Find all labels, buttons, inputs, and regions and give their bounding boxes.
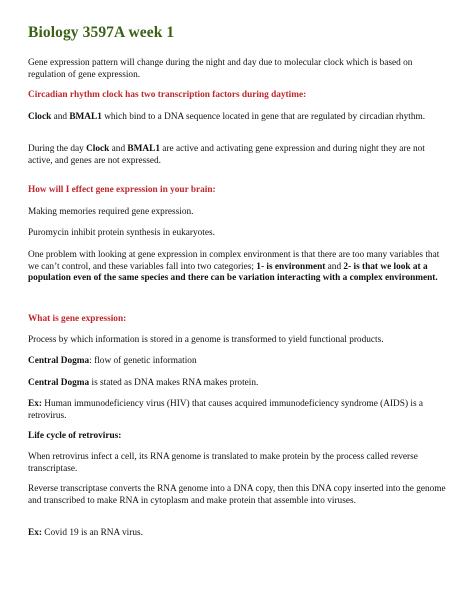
- page-title: Biology 3597A week 1: [28, 24, 175, 41]
- paragraph-covid-example: [28, 528, 450, 540]
- label-ex: Ex:: [28, 528, 42, 538]
- term-clock: Clock: [86, 144, 110, 154]
- heading-brain: How will I effect gene expression in your brain:: [28, 185, 216, 195]
- bold-population: 2- is that we look at a population even of the same species and there can be variation interacting with a complex environment.: [28, 261, 438, 284]
- heading-life-cycle-retrovirus: Life cycle of retrovirus:: [28, 431, 122, 441]
- text-pre: During the day: [28, 144, 87, 154]
- text-rest: are active and activating gene expression and during night they are not active, and genes are not expressed.: [28, 144, 425, 166]
- term-central-dogma: Central Dogma: [28, 378, 90, 388]
- text-and: and: [51, 112, 70, 122]
- text-and: and: [325, 261, 344, 272]
- term-clock: Clock: [28, 112, 52, 122]
- text-rest: Covid 19 is an RNA virus.: [41, 528, 143, 538]
- heading-circadian-rhythm: Circadian rhythm clock has two transcription factors during daytime:: [28, 90, 307, 100]
- paragraph-puromycin: Puromycin inhibit protein synthesis in eukaryotes.: [28, 228, 215, 238]
- text-rest: : flow of genetic information: [89, 356, 197, 366]
- heading-what-is-gene-expression: What is gene expression:: [28, 314, 127, 324]
- text-intro: One problem with looking at gene expression in complex environment is that there are too many variables that we can’t control, and these variables fall into two categories;: [28, 250, 440, 272]
- paragraph-process: Process by which information is stored in a genome is transformed to yield functional products.: [28, 335, 384, 345]
- paragraph-day-night: [28, 144, 450, 167]
- paragraph-clock-bmal1: [28, 112, 450, 124]
- term-bmal1: BMAL1: [127, 144, 160, 154]
- paragraph-gene-expression-pattern: Gene expression pattern will change during the night and day due to molecular clock which is based on regulation of gene expression.: [28, 58, 413, 80]
- text-and: and: [109, 144, 128, 154]
- paragraph-central-dogma-stated: [28, 378, 450, 390]
- text-rest: Human immunodeficiency virus (HIV) that causes acquired immunodeficiency syndrome (AIDS) is a retrovirus.: [28, 399, 424, 421]
- paragraph-hiv-example: [28, 399, 450, 422]
- text-rest: which bind to a DNA sequence located in gene that are regulated by circadian rhythm.: [101, 112, 426, 122]
- term-central-dogma: Central Dogma: [28, 356, 90, 366]
- term-bmal1: BMAL1: [69, 112, 102, 122]
- text-rest: is stated as DNA makes RNA makes protein.: [89, 378, 259, 388]
- paragraph-retrovirus-infect: When retrovirus infect a cell, its RNA genome is translated to make protein by the process called reverse transcriptase.: [28, 452, 418, 474]
- label-ex: Ex:: [28, 399, 42, 409]
- bold-environment: 1- is environment: [256, 261, 326, 272]
- paragraph-reverse-transcriptase: Reverse transcriptase converts the RNA genome into a DNA copy, then this DNA copy inserted into the genome and transcribed to make RNA in cytoplasm and make protein that assemble into viruses.: [28, 484, 446, 506]
- paragraph-central-dogma-flow: [28, 356, 450, 368]
- paragraph-memories: Making memories required gene expression.: [28, 207, 194, 217]
- paragraph-complex-environment: [28, 250, 450, 285]
